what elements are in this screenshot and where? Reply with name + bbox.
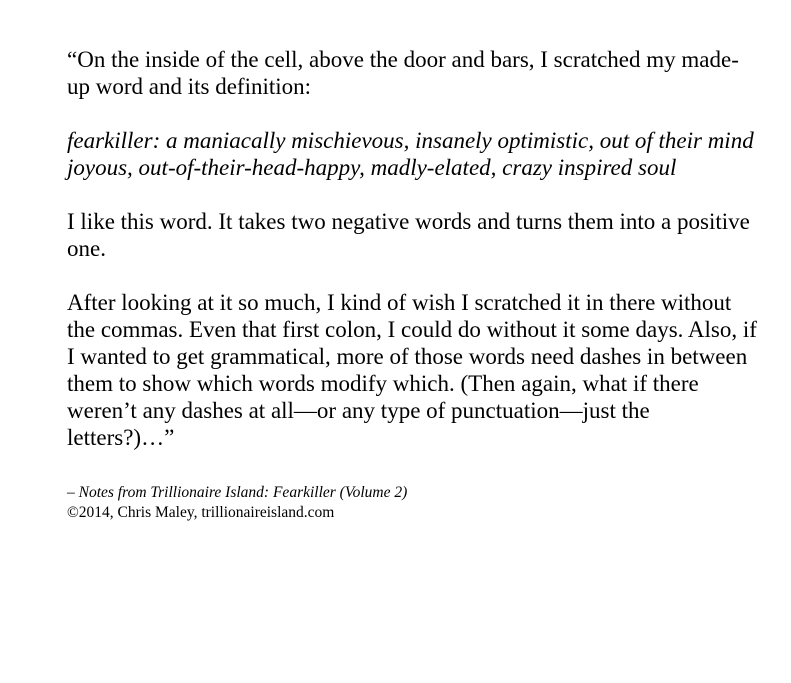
quote-paragraph-intro: “On the inside of the cell, above the door and bars, I scratched my made-up word and its definition: [67,47,739,99]
quote-paragraph-opinion: I like this word. It takes two negative words and turns them into a positive one. [67,209,750,261]
quote-document [67,46,757,523]
word-definition: fearkiller: a maniacally mischievous, insanely optimistic, out of their mind joyous, out-of-their-head-happy, madly-elated, crazy inspired soul [67,128,754,180]
copyright-line: ©2014, Chris Maley, trillionaireisland.com [67,504,335,521]
attribution-block [67,483,757,523]
source-citation: – Notes from Trillionaire Island: Fearkiller (Volume 2) [67,484,408,501]
quote-paragraph-reflection: After looking at it so much, I kind of wish I scratched it in there without the commas. Even that first colon, I could do without it some days. Also, if I wanted to get grammatical, more of those words need dashes in between them to show which words modify which. (Then again, what if there weren’t any dashes at all—or any type of punctuation—just the letters?)…” [67,290,757,450]
